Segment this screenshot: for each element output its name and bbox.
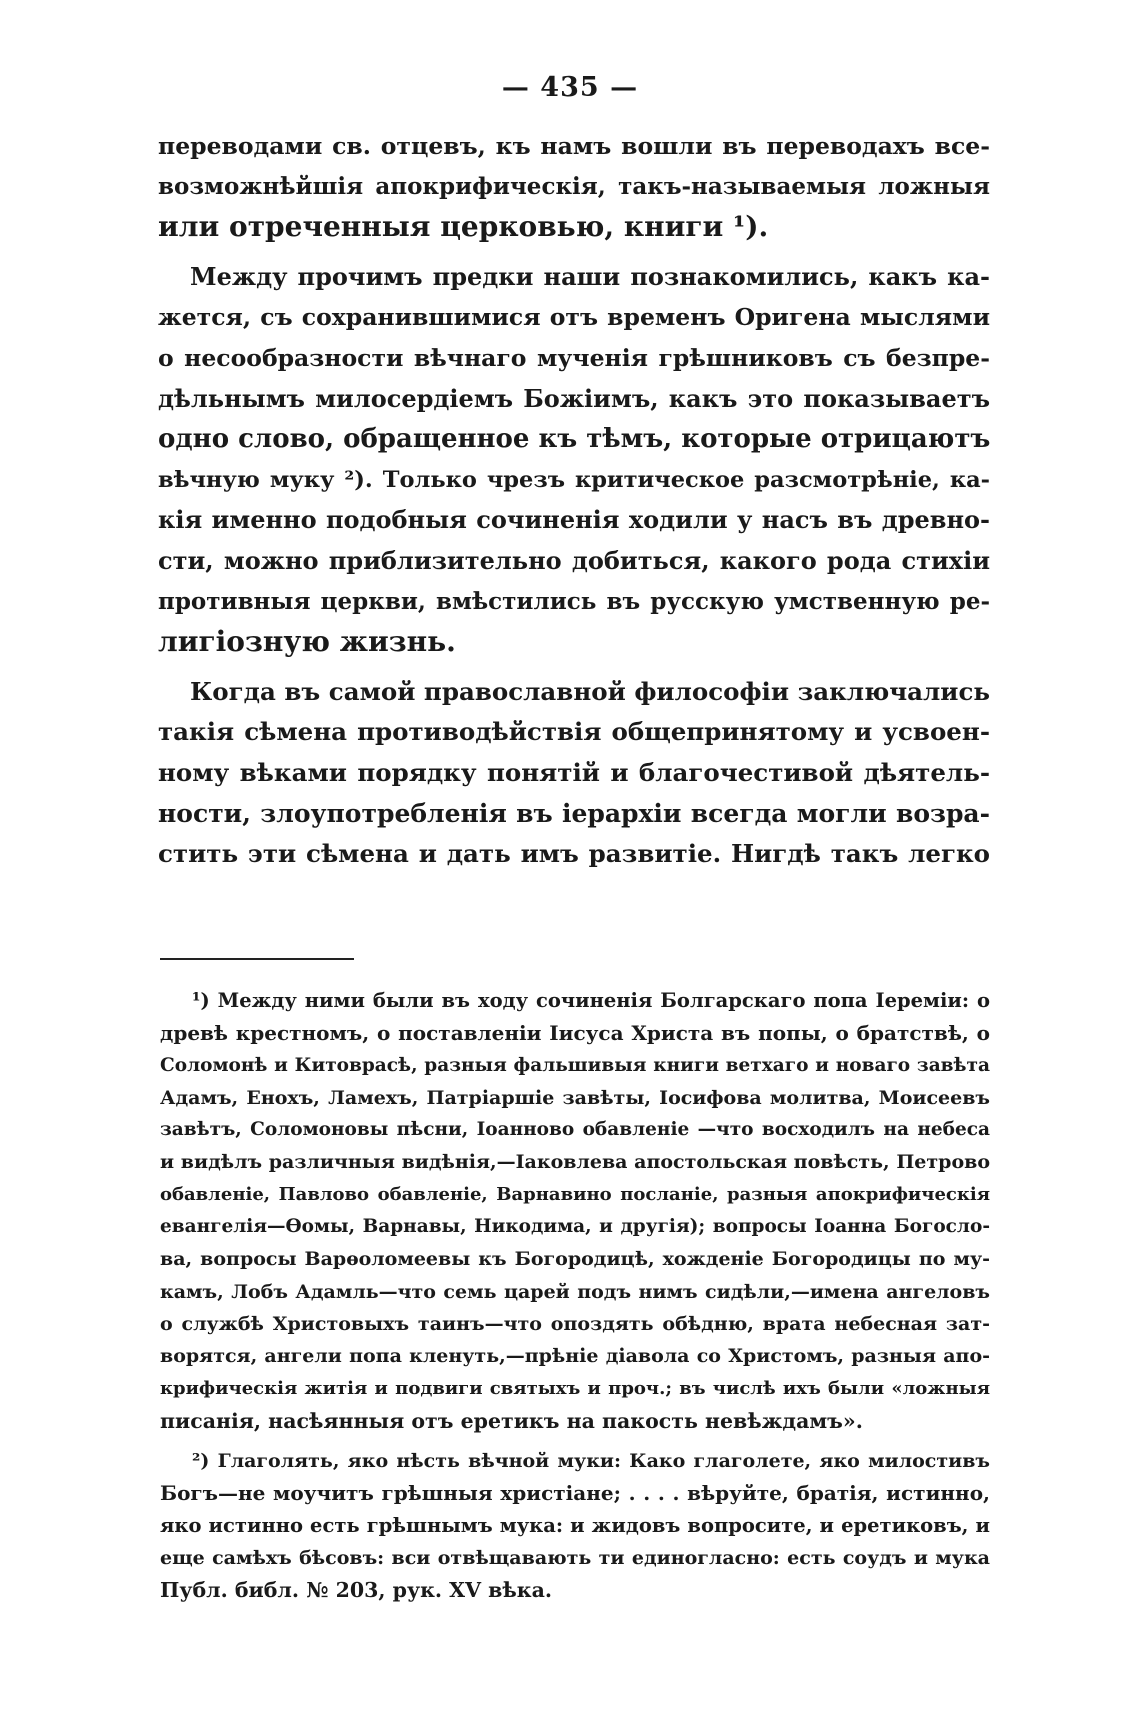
text-line: возможнѣйшія апокрифическія, такъ-называемыя ложныя [158,172,990,200]
text-line: ному вѣками порядку понятій и благочестивой дѣятель- [158,757,990,787]
text-line: такія сѣмена противодѣйствія общепринятому и усвоен- [158,717,990,747]
footnote-line: еще самѣхъ бѣсовъ: вси отвѣщавають ти единогласно: есть соудъ и мука [160,1547,990,1570]
footnote-line: о службѣ Христовыхъ таинъ—что опоздять обѣдню, врата небесная зат- [160,1312,990,1335]
footnote-line: камъ, Лобъ Адамль—что семь царей подъ нимъ сидѣли,—имена ангеловъ [160,1280,990,1303]
footnote-line: крифическія житія и подвиги святыхъ и проч.; въ числѣ ихъ были «ложныя [160,1377,990,1399]
footnote-line: ворятся, ангели попа кленуть,—прѣніе діавола со Христомъ, разныя апо- [160,1345,990,1368]
footnote-line: завѣтъ, Соломоновы пѣсни, Іоанново обавленіе —что восходилъ на небеса [160,1119,990,1141]
footnote-line: древѣ крестномъ, о поставленіи Іисуса Христа въ попы, о братствѣ, о [160,1021,990,1046]
footnote-line: обавленіе, Павлово обавленіе, Варнавино посланіе, разныя апокрифическія [160,1183,990,1205]
text-line: одно слово, обращенное къ тѣмъ, которые отрицаютъ [158,424,991,455]
footnote-line: ва, вопросы Варѳоломеевы къ Богородицѣ, хожденіе Богородицы по му- [160,1248,990,1271]
footnote-line: Соломонѣ и Китоврасѣ, разныя фальшивыя книги ветхаго и новаго завѣта [160,1054,990,1076]
main-text [158,126,990,875]
page-number: — 435 — [501,72,639,103]
footnote-line: Богъ—не моучитъ грѣшныя христіане; . . . . вѣруйте, братія, истинно, [160,1481,990,1506]
footnotes [160,985,990,1607]
text-line: Между прочимъ предки наши познакомились, какъ ка- [190,261,990,291]
text-line: кія именно подобныя сочиненія ходили у насъ въ древно- [158,505,990,535]
footnote-line: и видѣлъ различныя видѣнія,—Іаковлева апостольская повѣсть, Петрово [160,1151,990,1174]
footnote-line: Адамъ, Енохъ, Ламехъ, Патріаршіе завѣты, Іосифова молитва, Моисеевъ [160,1086,990,1109]
text-line: сти, можно приблизительно добиться, какого рода стихіи [158,545,990,575]
footnote-line: ²) Глаголять, яко нѣсть вѣчной муки: Како глаголете, яко милостивъ [192,1450,990,1473]
footnote-line: писанія, насѣянныя отъ еретикъ на пакость невѣждамъ». [160,1408,863,1433]
text-line: Когда въ самой православной философіи заключались [190,676,990,706]
text-line: дѣльнымъ милосердіемъ Божіимъ, какъ это показываетъ [158,383,990,413]
text-line: вѣчную муку ²). Только чрезъ критическое разсмотрѣніе, ка- [158,466,990,493]
footnote-line: Публ. библ. № 203, рук. XV вѣка. [160,1578,553,1603]
text-line: о несообразности вѣчнаго мученія грѣшниковъ съ безпре- [158,343,990,372]
text-line: противныя церкви, вмѣстились въ русскую умственную ре- [158,587,990,615]
text-line: переводами св. отцевъ, къ намъ вошли въ переводахъ все- [158,132,990,160]
footnote-divider [160,958,354,960]
text-line: жется, съ сохранившимися отъ временъ Оригена мыслями [158,303,990,332]
text-line: ности, злоупотребленія въ іерархіи всегда могли возра- [158,798,990,828]
text-line: лигіозную жизнь. [158,625,456,659]
footnote-line: яко истинно есть грѣшнымъ мука: и жидовъ вопросите, и еретиковъ, и [160,1513,990,1537]
text-line: или отреченныя церковью, книги ¹). [158,210,769,244]
text-line: стить эти сѣмена и дать имъ развитіе. Нигдѣ такъ легко [158,839,990,869]
footnote-line: евангелія—Ѳомы, Варнавы, Никодима, и другія); вопросы Іоанна Богосло- [160,1216,990,1238]
footnote-line: ¹) Между ними были въ ходу сочиненія Болгарскаго попа Іереміи: о [192,989,990,1012]
